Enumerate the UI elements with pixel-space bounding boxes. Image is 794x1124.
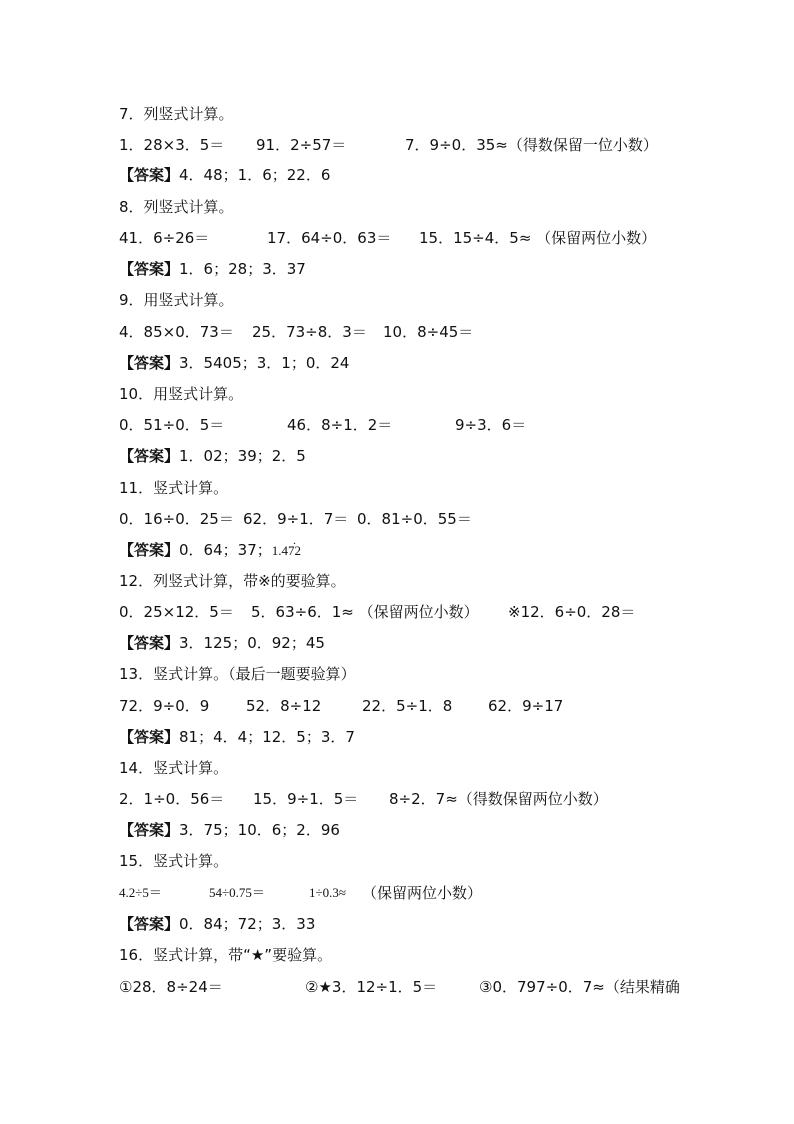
problem-11-heading: 11．竖式计算。	[119, 479, 229, 497]
problem-13-heading: 13．竖式计算。（最后一题要验算）	[119, 665, 356, 683]
problem-item: 25．73÷8．3＝	[252, 323, 367, 341]
answer-tag: 【答案】	[119, 260, 180, 278]
problem-item: 91．2÷57＝	[256, 136, 347, 154]
problem-item: ①28．8÷24＝	[119, 978, 223, 996]
problem-10-heading: 10．用竖式计算。	[119, 385, 244, 403]
answer-tag: 【答案】	[119, 354, 180, 372]
problem-16-heading: 16．竖式计算，带“★”要验算。	[119, 946, 333, 964]
problem-item: 2．1÷0．56＝	[119, 790, 225, 808]
answer-text: 3．5405；3．1；0．24	[179, 354, 350, 372]
answer-tag: 【答案】	[119, 447, 180, 465]
problem-item: （保留两位小数）	[362, 884, 483, 902]
repeating-decimal: 1.472 ·	[272, 543, 301, 558]
problem-item: 1．28×3．5＝	[119, 136, 225, 154]
problem-item: 4．85×0．73＝	[119, 323, 234, 341]
problem-10-answer	[119, 446, 306, 466]
problem-13-answer	[119, 727, 355, 747]
problem-item: 62．9÷17	[488, 697, 564, 715]
problem-item: 0．16÷0．25＝	[119, 510, 234, 528]
problem-15-answer	[119, 914, 315, 934]
answer-tag: 【答案】	[119, 634, 180, 652]
problem-item: 8÷2．7≈（得数保留两位小数）	[389, 790, 608, 808]
problem-item: 15．15÷4．5≈ （保留两位小数）	[419, 229, 657, 247]
answer-tag: 【答案】	[119, 915, 180, 933]
problem-item: 9÷3．6＝	[455, 416, 527, 434]
problem-item: 10．8÷45＝	[383, 323, 474, 341]
answer-tag: 【答案】	[119, 541, 180, 559]
problem-item: ③0．797÷0．7≈（结果精确	[479, 978, 680, 996]
answer-tag: 【答案】	[119, 728, 180, 746]
problem-11-answer	[119, 540, 301, 561]
answer-text: 3．125；0．92；45	[179, 634, 325, 652]
problem-9-answer	[119, 353, 349, 373]
problem-item: 1÷0.3≈	[309, 885, 347, 900]
problem-item: 7．9÷0．35≈（得数保留一位小数）	[405, 136, 658, 154]
problem-item: 4.2÷5＝	[119, 885, 162, 900]
problem-item: 62．9÷1．7＝	[243, 510, 349, 528]
problem-item: 0．81÷0．55＝	[357, 510, 472, 528]
answer-tag: 【答案】	[119, 821, 180, 839]
problem-12-answer	[119, 633, 325, 653]
problem-item: 17．64÷0．63＝	[267, 229, 392, 247]
problem-7-answer	[119, 165, 330, 185]
problem-8-heading: 8．列竖式计算。	[119, 198, 234, 216]
problem-item: ②★3．12÷1．5＝	[305, 978, 438, 996]
problem-item: 52．8÷12	[246, 697, 322, 715]
answer-text: 3．75；10．6；2．96	[179, 821, 340, 839]
problem-item: 72．9÷0．9	[119, 697, 210, 715]
problem-item: 0．51÷0．5＝	[119, 416, 225, 434]
answer-tag: 【答案】	[119, 166, 180, 184]
problem-14-answer	[119, 820, 340, 840]
problem-14-heading: 14．竖式计算。	[119, 759, 229, 777]
problem-12-heading: 12．列竖式计算，带※的要验算。	[119, 572, 346, 590]
problem-item: 46．8÷1．2＝	[287, 416, 393, 434]
problem-item: 5．63÷6．1≈ （保留两位小数）	[251, 603, 479, 621]
answer-text: 1．6；28；3．37	[179, 260, 306, 278]
answer-text: 0．84；72；3．33	[179, 915, 316, 933]
answer-text: 1．02；39；2．5	[179, 447, 306, 465]
answer-text: 0．64；37；	[179, 541, 272, 559]
answer-text: 81；4．4；12．5；3．7	[179, 728, 355, 746]
problem-7-heading: 7．列竖式计算。	[119, 105, 234, 123]
problem-15-heading: 15．竖式计算。	[119, 852, 229, 870]
repeating-digits: 72 ·	[288, 543, 301, 558]
problem-8-answer	[119, 259, 306, 279]
problem-9-heading: 9．用竖式计算。	[119, 291, 234, 309]
problem-item: 15．9÷1．5＝	[253, 790, 359, 808]
problem-item: 41．6÷26＝	[119, 229, 210, 247]
problem-item: 0．25×12．5＝	[119, 603, 234, 621]
problem-item: 54÷0.75＝	[209, 885, 265, 900]
problem-item: ※12．6÷0．28＝	[508, 603, 636, 621]
problem-item: 22．5÷1．8	[362, 697, 453, 715]
answer-text: 4．48；1．6；22．6	[179, 166, 331, 184]
